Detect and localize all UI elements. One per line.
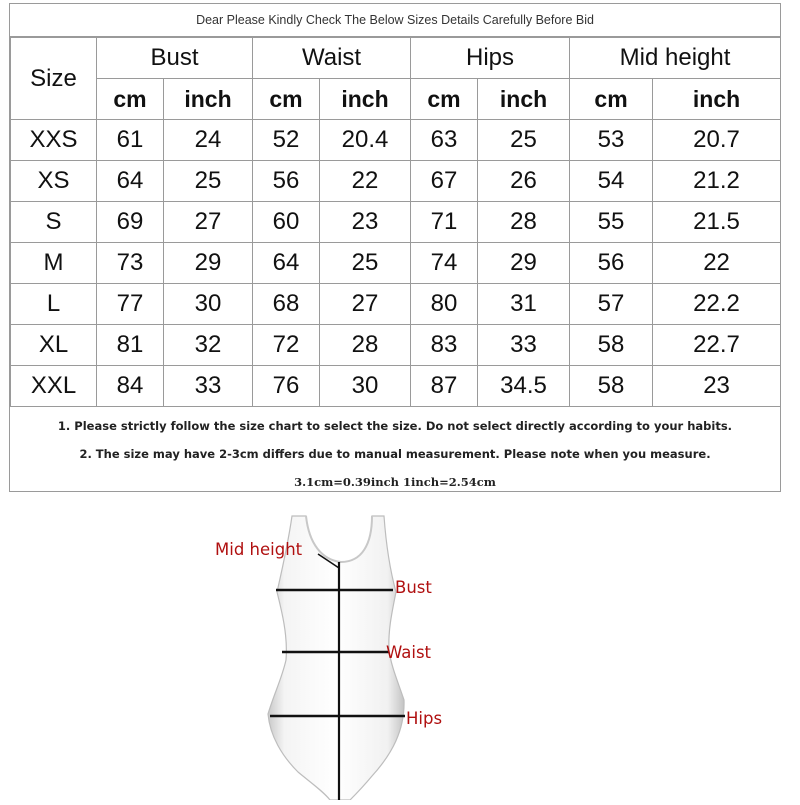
unit-header: inch [478,79,570,120]
size-label: XS [11,161,97,202]
measurement-cell: 56 [570,243,653,284]
measurement-cell: 26 [478,161,570,202]
table-row [11,284,781,325]
measurement-cell: 64 [253,243,320,284]
measurement-cell: 22.2 [653,284,781,325]
table-row [11,120,781,161]
measurement-cell: 22 [320,161,411,202]
measurement-cell: 77 [97,284,164,325]
table-row [11,366,781,407]
measurement-cell: 61 [97,120,164,161]
measurement-cell: 27 [164,202,253,243]
measurement-cell: 23 [653,366,781,407]
measurement-cell: 22.7 [653,325,781,366]
size-label: XL [11,325,97,366]
measurement-cell: 68 [253,284,320,325]
measurement-cell: 69 [97,202,164,243]
measurement-cell: 30 [164,284,253,325]
unit-header: cm [97,79,164,120]
size-table-body [11,120,781,407]
measurement-cell: 56 [253,161,320,202]
unit-header: inch [320,79,411,120]
measurement-cell: 23 [320,202,411,243]
size-label: M [11,243,97,284]
measurement-cell: 55 [570,202,653,243]
measurement-cell: 30 [320,366,411,407]
measurement-cell: 34.5 [478,366,570,407]
group-header-mid-height: Mid height [570,38,781,79]
size-label: S [11,202,97,243]
label-bust: Bust [395,578,432,597]
label-mid-height: Mid height [215,540,303,559]
measurement-cell: 63 [411,120,478,161]
unit-header: inch [164,79,253,120]
size-label: XXL [11,366,97,407]
group-header-hips: Hips [411,38,570,79]
table-row [11,243,781,284]
measurement-cell: 87 [411,366,478,407]
measurement-cell: 67 [411,161,478,202]
note-2: 2. The size may have 2-3cm differs due to manual measurement. Please note when you measure. [79,447,711,461]
measurement-cell: 80 [411,284,478,325]
measurement-cell: 21.5 [653,202,781,243]
unit-header: inch [653,79,781,120]
size-table [10,37,781,407]
measurement-cell: 54 [570,161,653,202]
measurement-cell: 25 [320,243,411,284]
table-row [11,202,781,243]
measurement-cell: 29 [164,243,253,284]
unit-header: cm [570,79,653,120]
measurement-cell: 27 [320,284,411,325]
measurement-cell: 28 [478,202,570,243]
measurement-cell: 83 [411,325,478,366]
measurement-cell: 53 [570,120,653,161]
measurement-cell: 33 [164,366,253,407]
measurement-cell: 58 [570,366,653,407]
size-chart [9,3,781,492]
measurement-cell: 25 [478,120,570,161]
size-label: L [11,284,97,325]
measurement-cell: 29 [478,243,570,284]
measurement-cell: 81 [97,325,164,366]
measurement-cell: 52 [253,120,320,161]
measurement-cell: 72 [253,325,320,366]
measurement-cell: 32 [164,325,253,366]
measurement-cell: 64 [97,161,164,202]
measurement-cell: 21.2 [653,161,781,202]
group-header-bust: Bust [97,38,253,79]
unit-header: cm [411,79,478,120]
measurement-cell: 22 [653,243,781,284]
table-row [11,325,781,366]
measurement-cell: 28 [320,325,411,366]
measurement-cell: 20.7 [653,120,781,161]
measurement-cell: 25 [164,161,253,202]
measurement-cell: 60 [253,202,320,243]
measurement-cell: 33 [478,325,570,366]
measurement-cell: 84 [97,366,164,407]
size-label: XXS [11,120,97,161]
note-3: 3.1cm=0.39inch 1inch=2.54cm [294,475,496,489]
measurement-cell: 71 [411,202,478,243]
measurement-figure [0,500,800,800]
measurement-cell: 31 [478,284,570,325]
unit-header: cm [253,79,320,120]
note-1: 1. Please strictly follow the size chart to select the size. Do not select directly according to your habits. [57,419,733,433]
label-hips: Hips [406,709,443,728]
measurement-cell: 24 [164,120,253,161]
size-column-header: Size [11,38,97,120]
chart-caption: Dear Please Kindly Check The Below Sizes Details Carefully Before Bid [10,4,780,37]
measurement-cell: 73 [97,243,164,284]
label-waist: Waist [386,643,432,662]
measurement-cell: 58 [570,325,653,366]
group-header-waist: Waist [253,38,411,79]
measurement-cell: 57 [570,284,653,325]
measurement-cell: 20.4 [320,120,411,161]
measurement-cell: 74 [411,243,478,284]
measurement-cell: 76 [253,366,320,407]
table-row [11,161,781,202]
